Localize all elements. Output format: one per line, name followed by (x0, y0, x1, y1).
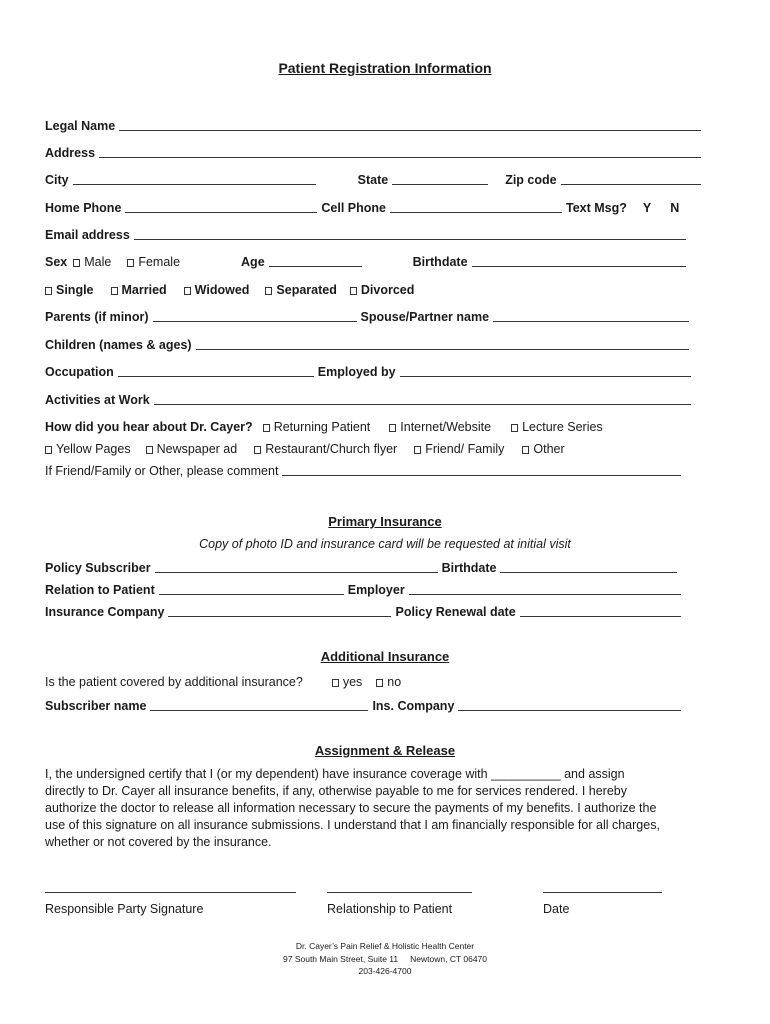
other-label: Other (533, 442, 565, 456)
home-phone-field[interactable] (125, 201, 317, 213)
date-line[interactable] (543, 891, 662, 893)
assignment-line-2: directly to Dr. Cayer all insurance benefits, if any, otherwise payable to me for services rendered. I hereby (45, 784, 627, 798)
assignment-line-3: authorize the doctor to release all information necessary to secure the payments of my benefits. I authorize the (45, 801, 657, 815)
relationship-label: Relationship to Patient (327, 902, 453, 916)
zip-label: Zip code (505, 173, 557, 187)
footer-phone: 203-426-4700 (358, 966, 412, 976)
yellow-pages-checkbox[interactable] (45, 446, 52, 454)
footer-clinic-name: Dr. Cayer’s Pain Relief & Holistic Health Center (295, 941, 475, 951)
state-field[interactable] (392, 173, 488, 185)
internet-label: Internet/Website (400, 420, 492, 434)
signature-label: Responsible Party Signature (45, 902, 204, 916)
address-row (45, 144, 705, 160)
assignment-paragraph (45, 766, 720, 851)
birthdate-field[interactable] (472, 255, 686, 267)
children-label: Children (names & ages) (45, 338, 192, 352)
newspaper-label: Newspaper ad (156, 442, 238, 456)
city-field[interactable] (73, 173, 316, 185)
single-option[interactable] (45, 283, 94, 297)
birthdate-label: Birthdate (412, 255, 468, 269)
renewal-date-field[interactable] (520, 605, 681, 617)
internet-checkbox[interactable] (389, 424, 396, 432)
widowed-option[interactable] (184, 283, 250, 297)
separated-option[interactable] (265, 283, 336, 297)
comment-row (45, 462, 685, 478)
male-checkbox[interactable] (73, 259, 80, 267)
signature-line[interactable] (45, 891, 296, 893)
additional-insurance-heading: Additional Insurance (320, 649, 450, 664)
policy-subscriber-row (45, 559, 681, 575)
additional-subscriber-row (45, 697, 685, 713)
insurance-company-field[interactable] (168, 605, 391, 617)
legal-name-field[interactable] (119, 119, 701, 131)
divorced-label: Divorced (360, 283, 415, 297)
email-row (45, 226, 690, 242)
address-field[interactable] (99, 146, 701, 158)
restaurant-option[interactable] (254, 442, 397, 456)
friend-option[interactable] (414, 442, 504, 456)
text-msg-label: Text Msg? (566, 201, 627, 215)
primary-insurance-heading: Primary Insurance (328, 514, 442, 529)
other-checkbox[interactable] (522, 446, 529, 454)
sex-label: Sex (45, 255, 68, 269)
assignment-line-5: whether or not covered by the insurance. (45, 835, 272, 849)
age-label: Age (241, 255, 265, 269)
occupation-row (45, 363, 695, 379)
text-msg-no[interactable]: N (670, 201, 680, 215)
subscriber-birthdate-field[interactable] (500, 561, 677, 573)
age-field[interactable] (269, 255, 362, 267)
friend-label: Friend/ Family (425, 442, 505, 456)
footer (0, 940, 770, 978)
additional-coverage-question: Is the patient covered by additional insurance? (45, 675, 303, 689)
marital-status-row (45, 281, 705, 297)
insurance-company-label: Insurance Company (45, 605, 165, 619)
email-label: Email address (45, 228, 130, 242)
sex-age-birthdate-row (45, 253, 690, 269)
occupation-field[interactable] (118, 365, 314, 377)
ins-company-field[interactable] (458, 699, 681, 711)
spouse-field[interactable] (493, 310, 689, 322)
lecture-option[interactable] (511, 420, 603, 434)
ins-company-label: Ins. Company (372, 699, 455, 713)
activities-field[interactable] (154, 393, 691, 405)
returning-option[interactable] (263, 420, 371, 434)
assignment-line-4: use of this signature on all insurance submissions. I understand that I am financially responsible for all charges, (45, 818, 660, 832)
married-checkbox[interactable] (111, 287, 118, 295)
employer-field[interactable] (409, 583, 681, 595)
no-checkbox[interactable] (376, 679, 383, 687)
divorced-option[interactable] (350, 283, 415, 297)
relation-label: Relation to Patient (45, 583, 155, 597)
widowed-checkbox[interactable] (184, 287, 191, 295)
parents-spouse-row (45, 308, 693, 324)
divorced-checkbox[interactable] (350, 287, 357, 295)
referral-row-2 (45, 440, 705, 456)
lecture-label: Lecture Series (522, 420, 603, 434)
form-title: Patient Registration Information (278, 60, 492, 76)
widowed-label: Widowed (194, 283, 250, 297)
male-option[interactable] (73, 255, 111, 269)
additional-coverage-row (45, 673, 705, 689)
children-row (45, 336, 693, 352)
legal-name-row (45, 117, 705, 133)
primary-insurance-note: Copy of photo ID and insurance card will be requested at initial visit (199, 537, 571, 551)
single-label: Single (56, 283, 94, 297)
relationship-line[interactable] (327, 891, 472, 893)
female-checkbox[interactable] (127, 259, 134, 267)
occupation-label: Occupation (45, 365, 114, 379)
single-checkbox[interactable] (45, 287, 52, 295)
cell-phone-label: Cell Phone (321, 201, 386, 215)
restaurant-label: Restaurant/Church flyer (265, 442, 398, 456)
male-label: Male (84, 255, 112, 269)
subscriber-name-field[interactable] (150, 699, 368, 711)
separated-label: Separated (276, 283, 337, 297)
renewal-date-label: Policy Renewal date (395, 605, 516, 619)
date-label: Date (543, 902, 570, 916)
subscriber-birthdate-label: Birthdate (441, 561, 497, 575)
employed-by-field[interactable] (400, 365, 691, 377)
yellow-pages-label: Yellow Pages (56, 442, 131, 456)
other-option[interactable] (522, 442, 564, 456)
yes-option[interactable] (332, 675, 362, 689)
separated-checkbox[interactable] (265, 287, 272, 295)
comment-field[interactable] (282, 464, 681, 476)
female-option[interactable] (127, 255, 180, 269)
zip-field[interactable] (561, 173, 701, 185)
legal-name-label: Legal Name (45, 119, 116, 133)
insurance-company-row (45, 603, 685, 619)
yes-label: yes (342, 675, 363, 689)
city-label: City (45, 173, 69, 187)
married-label: Married (121, 283, 167, 297)
parents-label: Parents (if minor) (45, 310, 149, 324)
no-label: no (387, 675, 402, 689)
city-state-zip-row (45, 171, 705, 187)
activities-row (45, 391, 695, 407)
footer-address: 97 South Main Street, Suite 11 Newtown, CT 06470 (283, 953, 487, 964)
restaurant-checkbox[interactable] (254, 446, 261, 454)
referral-question: How did you hear about Dr. Cayer? (45, 420, 253, 434)
yes-checkbox[interactable] (332, 679, 339, 687)
female-label: Female (138, 255, 181, 269)
email-field[interactable] (134, 228, 686, 240)
assignment-release-heading: Assignment & Release (314, 743, 456, 758)
relation-field[interactable] (159, 583, 344, 595)
employer-label: Employer (347, 583, 405, 597)
lecture-checkbox[interactable] (511, 424, 518, 432)
returning-label: Returning Patient (273, 420, 371, 434)
friend-checkbox[interactable] (414, 446, 421, 454)
returning-checkbox[interactable] (263, 424, 270, 432)
yellow-pages-option[interactable] (45, 442, 131, 456)
state-label: State (357, 173, 389, 187)
policy-subscriber-field[interactable] (155, 561, 438, 573)
referral-row-1 (45, 418, 705, 434)
married-option[interactable] (111, 283, 167, 297)
activities-label: Activities at Work (45, 393, 150, 407)
children-field[interactable] (196, 338, 689, 350)
cell-phone-field[interactable] (390, 201, 562, 213)
home-phone-label: Home Phone (45, 201, 122, 215)
address-label: Address (45, 146, 96, 160)
newspaper-option[interactable] (146, 442, 238, 456)
phone-row (45, 199, 705, 215)
internet-option[interactable] (389, 420, 491, 434)
policy-subscriber-label: Policy Subscriber (45, 561, 151, 575)
newspaper-checkbox[interactable] (146, 446, 153, 454)
relation-employer-row (45, 581, 685, 597)
spouse-label: Spouse/Partner name (360, 310, 490, 324)
no-option[interactable] (376, 675, 401, 689)
employed-by-label: Employed by (317, 365, 396, 379)
parents-field[interactable] (153, 310, 357, 322)
comment-label: If Friend/Family or Other, please comment (45, 464, 279, 478)
assignment-line-1: I, the undersigned certify that I (or my dependent) have insurance coverage with __________ and assign (45, 767, 625, 781)
text-msg-yes[interactable]: Y (642, 201, 652, 215)
subscriber-name-label: Subscriber name (45, 699, 147, 713)
